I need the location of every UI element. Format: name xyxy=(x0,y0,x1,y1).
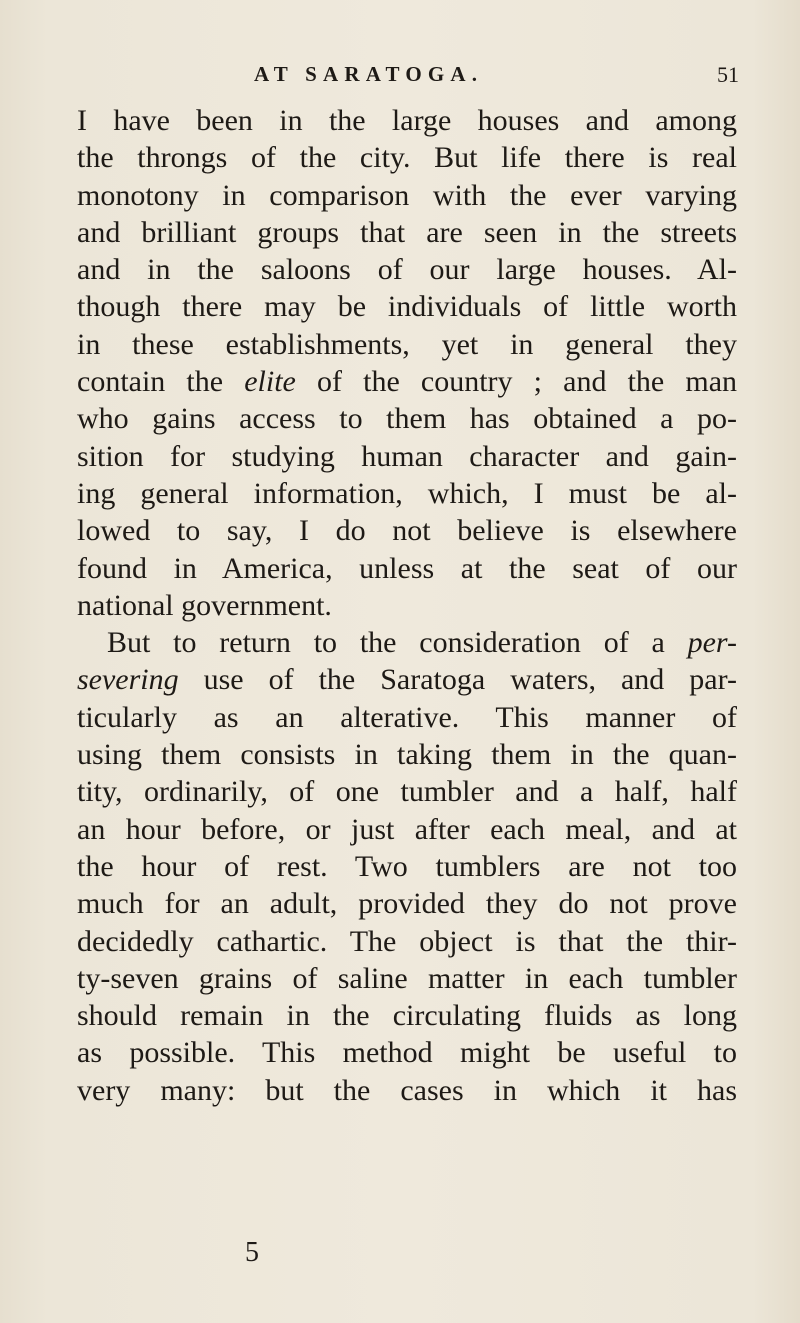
page-number: 51 xyxy=(717,62,739,87)
text-segment: monotony in comparison with the ever varying xyxy=(77,178,737,212)
text-segment: decidedly cathartic. The object is that the thir- xyxy=(77,924,737,958)
text-line xyxy=(77,885,737,922)
text-segment: should remain in the circulating fluids as long xyxy=(77,999,737,1033)
text-line xyxy=(77,475,737,512)
text-segment: in these establishments, yet in general they xyxy=(77,327,737,361)
text-segment: and in the saloons of our large houses. Al- xyxy=(77,253,737,287)
text-line xyxy=(77,326,737,363)
text-segment: as possible. This method might be useful to xyxy=(77,1036,737,1070)
text-line xyxy=(77,997,737,1034)
text-segment: the throngs of the city. But life there is real xyxy=(77,141,737,175)
text-line xyxy=(77,363,737,400)
text-line xyxy=(77,587,737,624)
text-segment: national government. xyxy=(77,588,332,622)
text-segment: ing general information, which, I must be al- xyxy=(77,476,737,510)
text-line xyxy=(77,960,737,997)
text-segment: sition for studying human character and gain- xyxy=(77,439,737,473)
text-line xyxy=(77,438,737,475)
text-segment: much for an adult, provided they do not prove xyxy=(77,887,737,921)
text-line xyxy=(77,251,737,288)
italic-text: per- xyxy=(687,626,737,660)
text-line xyxy=(77,736,737,773)
text-segment: though there may be individuals of little worth xyxy=(77,290,737,324)
running-head xyxy=(0,62,800,92)
italic-text: elite xyxy=(244,365,296,399)
text-segment: But to return to the consideration of a xyxy=(107,626,688,660)
body-text xyxy=(77,102,737,1109)
text-segment: ty-seven grains of saline matter in each tumbler xyxy=(77,961,737,995)
running-title: AT SARATOGA. xyxy=(254,62,484,86)
text-segment: very many: but the cases in which it has xyxy=(77,1073,737,1107)
text-segment: I have been in the large houses and among xyxy=(77,104,737,137)
text-line xyxy=(77,624,737,661)
text-segment: use of the Saratoga waters, and par- xyxy=(178,663,737,697)
text-segment: lowed to say, I do not believe is elsewhere xyxy=(77,514,737,548)
text-segment: who gains access to them has obtained a po- xyxy=(77,402,737,436)
text-line xyxy=(77,214,737,251)
signature-mark: 5 xyxy=(245,1237,259,1268)
text-segment: contain the xyxy=(77,365,245,399)
text-line xyxy=(77,139,737,176)
text-segment: an hour before, or just after each meal, and at xyxy=(77,812,737,846)
text-line xyxy=(77,661,737,698)
text-line xyxy=(77,288,737,325)
text-line xyxy=(77,699,737,736)
text-line xyxy=(77,550,737,587)
text-line xyxy=(77,848,737,885)
text-line xyxy=(77,773,737,810)
text-segment: ticularly as an alterative. This manner of xyxy=(77,700,737,734)
text-line xyxy=(77,923,737,960)
text-line xyxy=(77,102,737,139)
text-line xyxy=(77,512,737,549)
italic-text: severing xyxy=(77,663,179,697)
text-segment: found in America, unless at the seat of our xyxy=(77,551,737,585)
text-segment: and brilliant groups that are seen in the streets xyxy=(77,215,737,249)
text-line xyxy=(77,1034,737,1071)
text-segment: tity, ordinarily, of one tumbler and a half, half xyxy=(77,775,737,809)
text-segment: using them consists in taking them in the quan- xyxy=(77,738,737,772)
text-segment: the hour of rest. Two tumblers are not too xyxy=(77,849,737,883)
text-line xyxy=(77,177,737,214)
text-line xyxy=(77,1072,737,1109)
text-line xyxy=(77,400,737,437)
text-segment: of the country ; and the man xyxy=(295,365,738,399)
text-line xyxy=(77,811,737,848)
